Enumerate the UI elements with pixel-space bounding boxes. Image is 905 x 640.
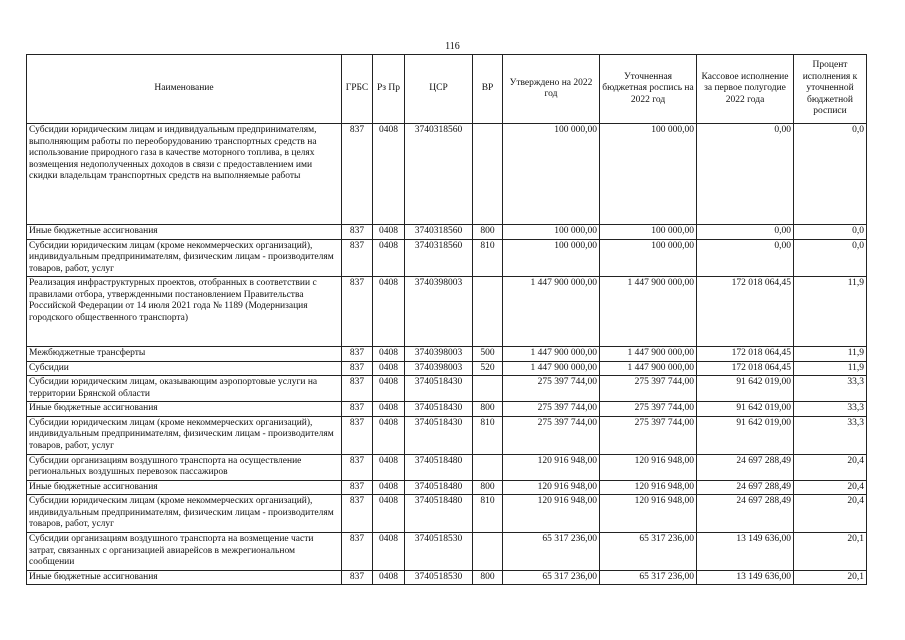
cell-approved: 275 397 744,00 xyxy=(503,402,600,417)
cell-executed: 172 018 064,45 xyxy=(697,347,794,362)
cell-grbs: 837 xyxy=(342,533,373,571)
cell-refined: 100 000,00 xyxy=(600,239,697,277)
column-header-executed: Кассовое исполнение за первое полугодие 2022 года xyxy=(697,55,794,124)
cell-rzpr: 0408 xyxy=(373,347,405,362)
cell-executed: 91 642 019,00 xyxy=(697,402,794,417)
cell-rzpr: 0408 xyxy=(373,402,405,417)
table-row xyxy=(27,376,867,402)
cell-refined: 65 317 236,00 xyxy=(600,570,697,585)
cell-approved: 1 447 900 000,00 xyxy=(503,347,600,362)
cell-approved: 65 317 236,00 xyxy=(503,570,600,585)
cell-percent: 0,0 xyxy=(794,225,867,240)
cell-refined: 1 447 900 000,00 xyxy=(600,361,697,376)
cell-vr xyxy=(473,124,503,225)
cell-executed: 24 697 288,49 xyxy=(697,454,794,480)
cell-name: Иные бюджетные ассигнования xyxy=(27,402,342,417)
cell-percent: 11,9 xyxy=(794,277,867,347)
cell-rzpr: 0408 xyxy=(373,533,405,571)
cell-approved: 120 916 948,00 xyxy=(503,480,600,495)
cell-rzpr: 0408 xyxy=(373,480,405,495)
cell-percent: 33,3 xyxy=(794,416,867,454)
cell-csr: 3740318560 xyxy=(405,239,473,277)
cell-approved: 275 397 744,00 xyxy=(503,376,600,402)
cell-approved: 100 000,00 xyxy=(503,239,600,277)
cell-vr: 800 xyxy=(473,402,503,417)
cell-approved: 120 916 948,00 xyxy=(503,495,600,533)
cell-csr: 3740318560 xyxy=(405,225,473,240)
table-row xyxy=(27,225,867,240)
cell-executed: 91 642 019,00 xyxy=(697,416,794,454)
cell-csr: 3740398003 xyxy=(405,277,473,347)
cell-refined: 120 916 948,00 xyxy=(600,480,697,495)
table-row xyxy=(27,416,867,454)
cell-vr: 810 xyxy=(473,416,503,454)
cell-vr: 520 xyxy=(473,361,503,376)
table-header-row xyxy=(27,55,867,124)
cell-vr xyxy=(473,454,503,480)
cell-vr xyxy=(473,277,503,347)
cell-percent: 0,0 xyxy=(794,239,867,277)
cell-csr: 3740518530 xyxy=(405,570,473,585)
cell-rzpr: 0408 xyxy=(373,495,405,533)
cell-executed: 13 149 636,00 xyxy=(697,570,794,585)
cell-vr xyxy=(473,376,503,402)
cell-approved: 100 000,00 xyxy=(503,225,600,240)
cell-name: Субсидии организациям воздушного транспорта на возмещение части затрат, связанных с организацией авиарейсов в межрегиональном сообщении xyxy=(27,533,342,571)
cell-refined: 275 397 744,00 xyxy=(600,376,697,402)
cell-csr: 3740398003 xyxy=(405,361,473,376)
cell-csr: 3740318560 xyxy=(405,124,473,225)
cell-name: Субсидии организациям воздушного транспорта на осуществление региональных воздушных перевозок пассажиров xyxy=(27,454,342,480)
cell-executed: 24 697 288,49 xyxy=(697,495,794,533)
cell-rzpr: 0408 xyxy=(373,570,405,585)
cell-percent: 0,0 xyxy=(794,124,867,225)
table-body xyxy=(27,124,867,585)
cell-percent: 11,9 xyxy=(794,347,867,362)
cell-rzpr: 0408 xyxy=(373,124,405,225)
cell-name: Иные бюджетные ассигнования xyxy=(27,480,342,495)
table-row xyxy=(27,533,867,571)
table-row xyxy=(27,124,867,225)
cell-refined: 120 916 948,00 xyxy=(600,495,697,533)
cell-vr: 810 xyxy=(473,239,503,277)
cell-executed: 172 018 064,45 xyxy=(697,277,794,347)
cell-rzpr: 0408 xyxy=(373,225,405,240)
cell-approved: 275 397 744,00 xyxy=(503,416,600,454)
cell-rzpr: 0408 xyxy=(373,376,405,402)
cell-grbs: 837 xyxy=(342,495,373,533)
cell-executed: 0,00 xyxy=(697,124,794,225)
table-row xyxy=(27,239,867,277)
column-header-refined: Уточненная бюджетная роспись на 2022 год xyxy=(600,55,697,124)
cell-name: Субсидии юридическим лицам (кроме некоммерческих организаций), индивидуальным предпринимателям, физическим лицам - производителям товаров, работ, услуг xyxy=(27,416,342,454)
column-header-vr: ВР xyxy=(473,55,503,124)
cell-grbs: 837 xyxy=(342,347,373,362)
cell-name: Межбюджетные трансферты xyxy=(27,347,342,362)
cell-grbs: 837 xyxy=(342,570,373,585)
cell-approved: 65 317 236,00 xyxy=(503,533,600,571)
cell-name: Реализация инфраструктурных проектов, отобранных в соответствии с правилами отбора, утвержденными постановлением Правительства Российской Федерации от 14 июля 2021 года № 1189 (Модернизация городского общественного транспорта) xyxy=(27,277,342,347)
cell-executed: 172 018 064,45 xyxy=(697,361,794,376)
cell-grbs: 837 xyxy=(342,416,373,454)
cell-percent: 20,1 xyxy=(794,570,867,585)
cell-csr: 3740518480 xyxy=(405,454,473,480)
cell-grbs: 837 xyxy=(342,376,373,402)
cell-rzpr: 0408 xyxy=(373,454,405,480)
cell-executed: 91 642 019,00 xyxy=(697,376,794,402)
cell-executed: 24 697 288,49 xyxy=(697,480,794,495)
cell-refined: 1 447 900 000,00 xyxy=(600,347,697,362)
cell-approved: 120 916 948,00 xyxy=(503,454,600,480)
cell-rzpr: 0408 xyxy=(373,416,405,454)
cell-grbs: 837 xyxy=(342,277,373,347)
cell-csr: 3740518530 xyxy=(405,533,473,571)
cell-percent: 20,4 xyxy=(794,454,867,480)
cell-csr: 3740518430 xyxy=(405,416,473,454)
table-row xyxy=(27,570,867,585)
column-header-percent: Процент исполнения к уточненной бюджетной росписи xyxy=(794,55,867,124)
cell-approved: 1 447 900 000,00 xyxy=(503,361,600,376)
cell-refined: 65 317 236,00 xyxy=(600,533,697,571)
cell-approved: 1 447 900 000,00 xyxy=(503,277,600,347)
cell-executed: 0,00 xyxy=(697,239,794,277)
cell-grbs: 837 xyxy=(342,124,373,225)
cell-percent: 20,4 xyxy=(794,480,867,495)
column-header-csr: ЦСР xyxy=(405,55,473,124)
cell-refined: 275 397 744,00 xyxy=(600,416,697,454)
cell-refined: 100 000,00 xyxy=(600,225,697,240)
cell-grbs: 837 xyxy=(342,480,373,495)
cell-refined: 1 447 900 000,00 xyxy=(600,277,697,347)
cell-grbs: 837 xyxy=(342,402,373,417)
cell-vr: 800 xyxy=(473,480,503,495)
table-row xyxy=(27,480,867,495)
table-row xyxy=(27,347,867,362)
cell-csr: 3740518430 xyxy=(405,376,473,402)
cell-vr xyxy=(473,533,503,571)
table-row xyxy=(27,361,867,376)
page-number: 116 xyxy=(445,41,460,52)
cell-name: Субсидии юридическим лицам и индивидуальным предпринимателям, выполняющим работы по переоборудованию транспортных средств на использование природного газа в качестве моторного топлива, в целях возмещения недополученных доходов в связи с предоставлением ими скидки владельцам транспортных средств на выполняемые работы xyxy=(27,124,342,225)
cell-grbs: 837 xyxy=(342,239,373,277)
cell-name: Субсидии юридическим лицам (кроме некоммерческих организаций), индивидуальным предпринимателям, физическим лицам - производителям товаров, работ, услуг xyxy=(27,495,342,533)
cell-executed: 0,00 xyxy=(697,225,794,240)
table-row xyxy=(27,277,867,347)
column-header-rzpr: Рз Пр xyxy=(373,55,405,124)
cell-percent: 20,4 xyxy=(794,495,867,533)
cell-name: Иные бюджетные ассигнования xyxy=(27,225,342,240)
cell-vr: 800 xyxy=(473,225,503,240)
cell-name: Иные бюджетные ассигнования xyxy=(27,570,342,585)
cell-executed: 13 149 636,00 xyxy=(697,533,794,571)
cell-percent: 33,3 xyxy=(794,376,867,402)
cell-refined: 275 397 744,00 xyxy=(600,402,697,417)
cell-percent: 33,3 xyxy=(794,402,867,417)
cell-rzpr: 0408 xyxy=(373,277,405,347)
cell-name: Субсидии юридическим лицам (кроме некоммерческих организаций), индивидуальным предпринимателям, физическим лицам - производителям товаров, работ, услуг xyxy=(27,239,342,277)
cell-grbs: 837 xyxy=(342,225,373,240)
cell-approved: 100 000,00 xyxy=(503,124,600,225)
cell-csr: 3740518430 xyxy=(405,402,473,417)
column-header-name: Наименование xyxy=(27,55,342,124)
cell-csr: 3740518480 xyxy=(405,480,473,495)
cell-percent: 11,9 xyxy=(794,361,867,376)
table-row xyxy=(27,402,867,417)
cell-grbs: 837 xyxy=(342,454,373,480)
cell-vr: 500 xyxy=(473,347,503,362)
cell-percent: 20,1 xyxy=(794,533,867,571)
cell-grbs: 837 xyxy=(342,361,373,376)
column-header-approved: Утверждено на 2022 год xyxy=(503,55,600,124)
table-row xyxy=(27,454,867,480)
cell-vr: 800 xyxy=(473,570,503,585)
cell-name: Субсидии xyxy=(27,361,342,376)
cell-vr: 810 xyxy=(473,495,503,533)
cell-refined: 100 000,00 xyxy=(600,124,697,225)
cell-refined: 120 916 948,00 xyxy=(600,454,697,480)
table-row xyxy=(27,495,867,533)
cell-name: Субсидии юридическим лицам, оказывающим аэропортовые услуги на территории Брянской области xyxy=(27,376,342,402)
cell-csr: 3740518480 xyxy=(405,495,473,533)
cell-csr: 3740398003 xyxy=(405,347,473,362)
column-header-grbs: ГРБС xyxy=(342,55,373,124)
cell-rzpr: 0408 xyxy=(373,361,405,376)
budget-table xyxy=(26,54,867,585)
cell-rzpr: 0408 xyxy=(373,239,405,277)
